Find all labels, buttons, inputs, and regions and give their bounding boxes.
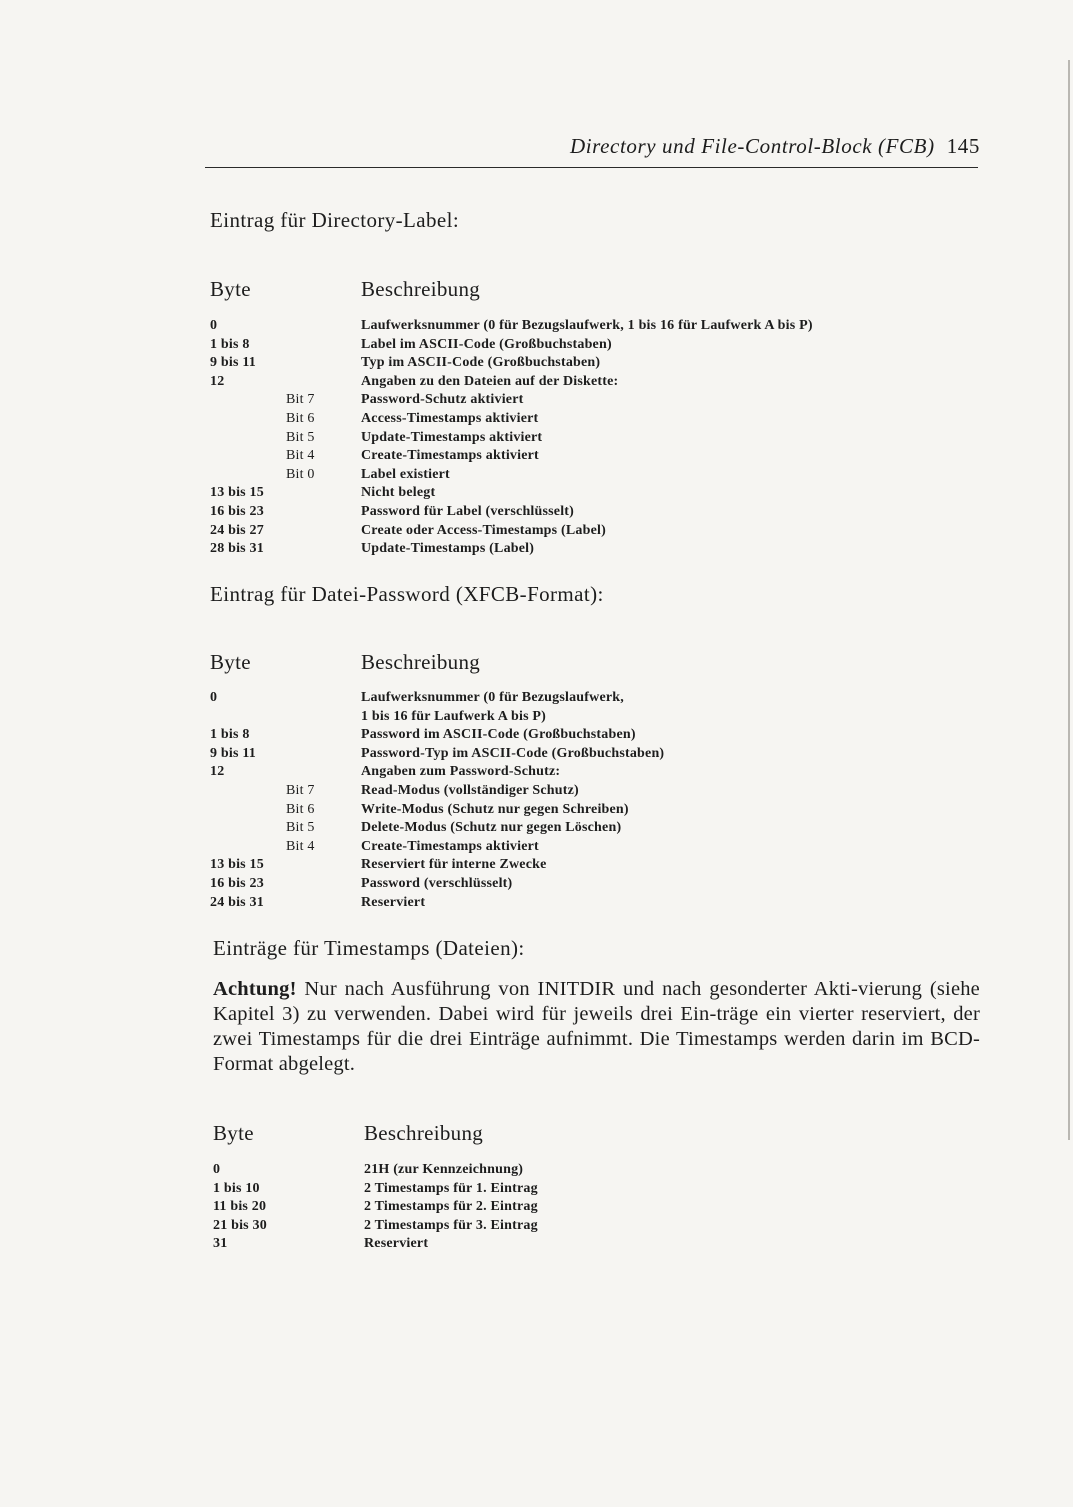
byte-cell: 16 bis 23: [210, 503, 264, 519]
byte-cell: 12: [210, 373, 225, 389]
warning-label: Achtung!: [213, 978, 297, 1000]
byte-cell: 1 bis 8: [210, 336, 250, 352]
description-cell: Label existiert: [361, 466, 450, 482]
byte-cell: 0: [210, 690, 218, 705]
column-header-description: Beschreibung: [361, 277, 481, 301]
description-cell: Update-Timestamps (Label): [361, 541, 535, 557]
page-number: 145: [946, 134, 980, 158]
description-cell: 2 Timestamps für 2. Eintrag: [364, 1199, 538, 1215]
description-cell: Angaben zum Password-Schutz:: [361, 764, 561, 780]
description-cell: Write-Modus (Schutz nur gegen Schreiben): [361, 801, 629, 817]
description-cell: 21H (zur Kennzeichnung): [364, 1162, 524, 1177]
description-cell: Access-Timestamps aktiviert: [361, 410, 539, 426]
bit-cell: Bit 7: [286, 782, 315, 798]
column-header-description: Beschreibung: [361, 650, 481, 674]
section-title-file-password: Eintrag für Datei-Password (XFCB-Format):: [210, 582, 604, 606]
description-cell: Password-Schutz aktiviert: [361, 392, 524, 408]
description-cell: Laufwerksnummer (0 für Bezugslaufwerk,: [361, 690, 624, 705]
byte-cell: 13 bis 15: [210, 485, 264, 501]
bit-cell: Bit 4: [286, 448, 315, 464]
byte-cell: 1 bis 10: [213, 1180, 260, 1196]
byte-cell: 21 bis 30: [213, 1217, 267, 1233]
description-cell: Typ im ASCII-Code (Großbuchstaben): [361, 355, 601, 371]
section-title-directory-label: Eintrag für Directory-Label:: [210, 208, 460, 232]
header-title: Directory und File-Control-Block (FCB): [569, 134, 935, 158]
section-title-timestamps: Einträge für Timestamps (Dateien):: [213, 936, 525, 960]
description-cell: Create-Timestamps aktiviert: [361, 448, 539, 464]
description-cell: Reserviert: [364, 1236, 429, 1252]
bit-cell: Bit 5: [286, 429, 315, 445]
description-cell: Angaben zu den Dateien auf der Diskette:: [361, 373, 619, 389]
description-cell: Create-Timestamps aktiviert: [361, 838, 539, 854]
column-header-byte: Byte: [210, 277, 251, 301]
byte-cell: 16 bis 23: [210, 875, 264, 891]
description-cell: Delete-Modus (Schutz nur gegen Löschen): [361, 820, 622, 836]
bit-cell: Bit 7: [286, 392, 315, 408]
description-cell: Password-Typ im ASCII-Code (Großbuchstaben): [361, 745, 665, 761]
byte-cell: 13 bis 15: [210, 857, 264, 873]
byte-cell: 9 bis 11: [210, 745, 256, 761]
bit-cell: Bit 0: [286, 466, 315, 482]
byte-cell: 28 bis 31: [210, 541, 264, 557]
description-cell: Laufwerksnummer (0 für Bezugslaufwerk, 1 bis 16 für Laufwerk A bis P): [361, 318, 813, 333]
byte-cell: 0: [210, 318, 218, 333]
bit-cell: Bit 5: [286, 820, 315, 836]
description-cell: Update-Timestamps aktiviert: [361, 429, 543, 445]
byte-cell: 9 bis 11: [210, 355, 256, 371]
header-rule: [205, 167, 978, 168]
description-cell: Password (verschlüsselt): [361, 875, 513, 891]
page-edge-shadow: [1068, 60, 1070, 1140]
description-cell: 2 Timestamps für 1. Eintrag: [364, 1180, 538, 1196]
bit-cell: Bit 6: [286, 801, 315, 817]
running-header: [205, 132, 980, 160]
byte-cell: 0: [213, 1162, 221, 1177]
warning-paragraph: [213, 977, 980, 1077]
byte-cell: 1 bis 8: [210, 727, 250, 743]
description-cell: 2 Timestamps für 3. Eintrag: [364, 1217, 538, 1233]
description-cell: Password für Label (verschlüsselt): [361, 503, 575, 519]
column-header-byte: Byte: [210, 650, 251, 674]
description-cell: Reserviert für interne Zwecke: [361, 857, 547, 873]
description-cell: Password im ASCII-Code (Großbuchstaben): [361, 727, 636, 743]
byte-cell: 31: [213, 1236, 228, 1252]
byte-cell: 24 bis 27: [210, 522, 264, 538]
description-cell: Nicht belegt: [361, 485, 436, 501]
description-cell: Read-Modus (vollständiger Schutz): [361, 782, 579, 798]
byte-cell: 12: [210, 764, 225, 780]
description-cell: Create oder Access-Timestamps (Label): [361, 522, 606, 538]
bit-cell: Bit 6: [286, 410, 315, 426]
description-cell: 1 bis 16 für Laufwerk A bis P): [361, 708, 547, 724]
byte-cell: 11 bis 20: [213, 1199, 267, 1215]
byte-cell: 24 bis 31: [210, 894, 264, 910]
warning-text: Nur nach Ausführung von INITDIR und nach gesonderter Akti-vierung (siehe Kapitel 3) zu verwenden. Dabei wird für jeweils drei Ein-träge ein vierter reserviert, der zwei Timestamps für die drei Einträge aufnimmt. Die Timestamps werden darin im BCD-Format abgelegt.: [213, 978, 980, 1075]
description-cell: Reserviert: [361, 894, 426, 910]
column-header-byte: Byte: [213, 1121, 254, 1145]
bit-cell: Bit 4: [286, 838, 315, 854]
column-header-description: Beschreibung: [364, 1121, 484, 1145]
description-cell: Label im ASCII-Code (Großbuchstaben): [361, 336, 612, 352]
